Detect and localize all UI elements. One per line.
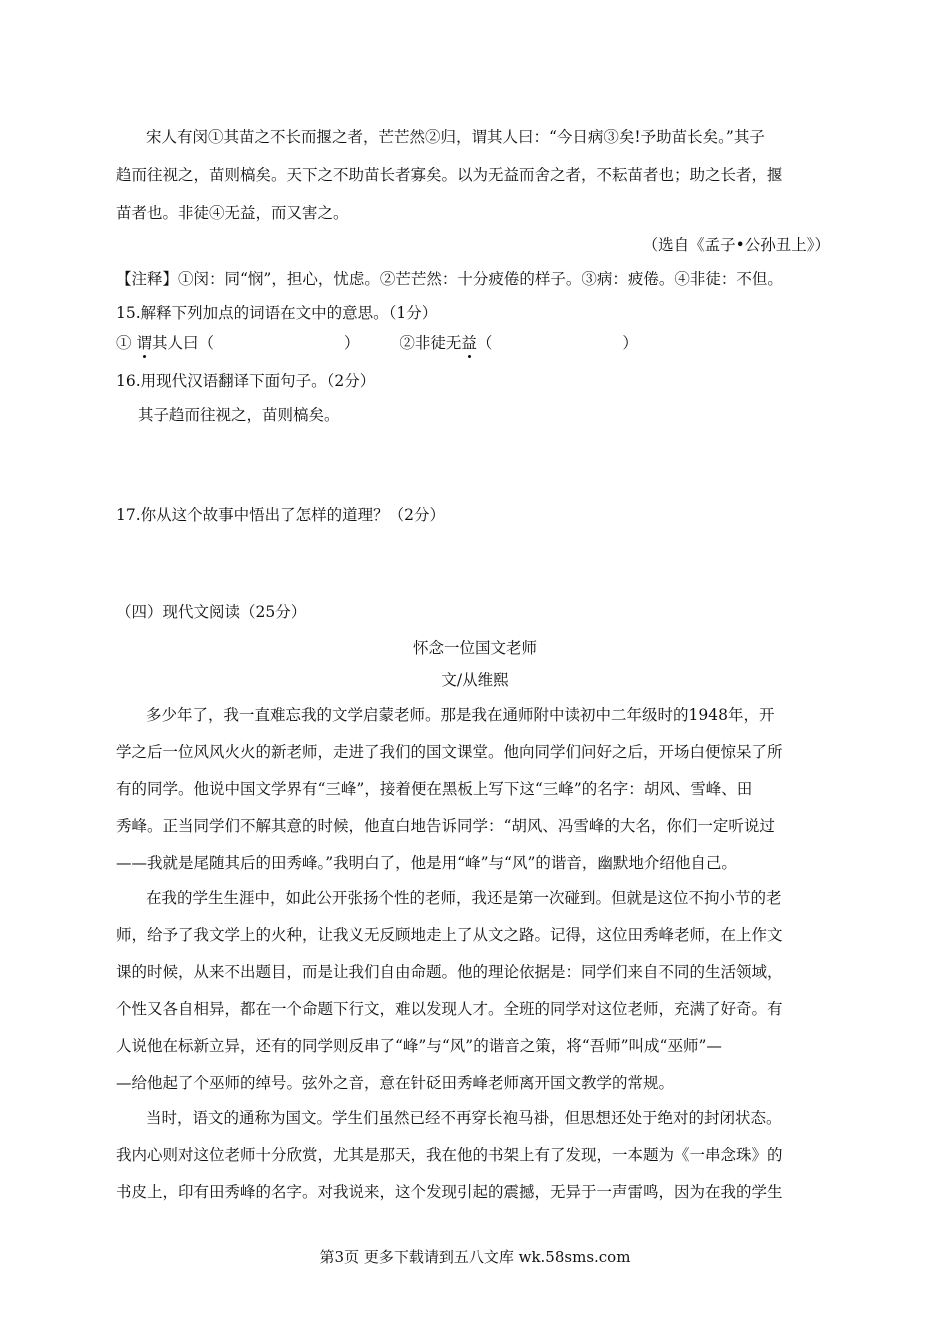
q15-item2-text: ②非徒无 bbox=[399, 334, 462, 352]
question-15-title: 15.解释下列加点的词语在文中的意思。（1分） bbox=[116, 304, 438, 322]
q15-dotted-word-2: 益 bbox=[461, 334, 477, 352]
section-4-heading: （四）现代文阅读（25分） bbox=[116, 603, 307, 621]
article-line: 书皮上，印有田秀峰的名字。对我说来，这个发现引起的震撼，无异于一声雷鸣，因为在我的学生 bbox=[116, 1183, 783, 1201]
article-author: 文/从维熙 bbox=[441, 671, 509, 689]
annotation-note: 【注释】①闵：同“悯”，担心，忧虑。②芒芒然：十分疲倦的样子。③病：疲倦。④非徒：不但。 bbox=[116, 270, 783, 288]
question-16-title: 16.用现代汉语翻译下面句子。（2分） bbox=[116, 372, 376, 390]
classical-line-1: 宋人有闵①其苗之不长而揠之者，芒芒然②归，谓其人曰：“今日病③矣!予助苗长矣。”其子 bbox=[146, 128, 765, 146]
question-17-title: 17.你从这个故事中悟出了怎样的道理？（2分） bbox=[116, 506, 446, 524]
article-line: ——我就是尾随其后的田秀峰。”我明白了，他是用“峰”与“风”的谐音，幽默地介绍他自己。 bbox=[116, 854, 737, 872]
classical-line-3: 苗者也。非徒④无益，而又害之。 bbox=[116, 204, 349, 222]
article-line: 秀峰。正当同学们不解其意的时候，他直白地告诉同学：“胡风、冯雪峰的大名，你们一定听说过 bbox=[116, 817, 775, 835]
question-16-sentence: 其子趋而往视之，苗则槁矣。 bbox=[138, 406, 340, 424]
q15-item1-number: ① bbox=[116, 334, 132, 352]
q15-item1-text: 其人曰（ bbox=[151, 334, 214, 352]
question-15-items bbox=[116, 333, 638, 353]
article-line: 当时，语文的通称为国文。学生们虽然已经不再穿长袍马褂，但思想还处于绝对的封闭状态。 bbox=[146, 1109, 782, 1127]
article-line: 多少年了，我一直难忘我的文学启蒙老师。那是我在通师附中读初中二年级时的1948年，开 bbox=[146, 706, 775, 724]
article-line: 我内心则对这位老师十分欣赏，尤其是那天，我在他的书架上有了发现，一本题为《一串念珠》的 bbox=[116, 1146, 783, 1164]
article-line: 在我的学生生涯中，如此公开张扬个性的老师，我还是第一次碰到。但就是这位不拘小节的老 bbox=[146, 889, 782, 907]
article-line: —给他起了个巫师的绰号。弦外之音，意在针砭田秀峰老师离开国文教学的常规。 bbox=[116, 1074, 675, 1092]
article-line: 学之后一位风风火火的新老师，走进了我们的国文课堂。他向同学们问好之后，开场白便惊呆了所 bbox=[116, 743, 783, 761]
article-line: 人说他在标新立异，还有的同学则反串了“峰”与“风”的谐音之策，将“吾师”叫成“巫师”— bbox=[116, 1037, 722, 1055]
article-line: 有的同学。他说中国文学界有“三峰”，接着便在黑板上写下这“三峰”的名字：胡风、雪峰、田 bbox=[116, 780, 753, 798]
classical-line-2: 趋而往视之，苗则槁矣。天下之不助苗长者寡矣。以为无益而舍之者，不耘苗者也；助之长者，揠 bbox=[116, 166, 783, 184]
article-line: 个性又各自相异，都在一个命题下行文，难以发现人才。全班的同学对这位老师，充满了好奇。有 bbox=[116, 1000, 783, 1018]
article-title: 怀念一位国文老师 bbox=[412, 639, 537, 657]
q15-item2-open: （ bbox=[476, 334, 493, 352]
q15-item1-close: ） bbox=[343, 334, 360, 352]
article-line: 课的时候，从来不出题目，而是让我们自由命题。他的理论依据是：同学们来自不同的生活领域， bbox=[116, 963, 783, 981]
q15-dotted-word-1: 谓 bbox=[136, 334, 152, 352]
q15-item2-close: ） bbox=[622, 334, 638, 352]
source-citation: （选自《孟子•公孙丑上》） bbox=[642, 236, 830, 254]
page-footer: 第3页 更多下载请到五八文库 wk.58sms.com bbox=[319, 1248, 631, 1266]
article-line: 师，给予了我文学上的火种，让我义无反顾地走上了从文之路。记得，这位田秀峰老师，在上作文 bbox=[116, 926, 783, 944]
